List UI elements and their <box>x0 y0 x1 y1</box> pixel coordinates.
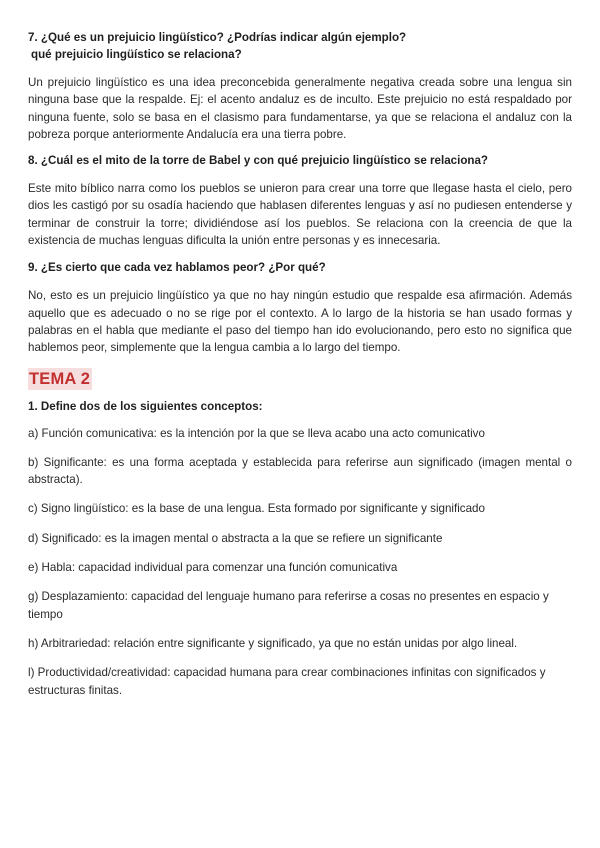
question-9-answer: No, esto es un prejuicio lingüístico ya que no hay ningún estudio que respalde esa afirmación. Además aquello que es adecuado o no se rige por el contexto. A lo largo de la historia se han usado formas y palabras en el habla que mediante el paso del tiempo han ido evolucionando, pero esto no significa que hablemos peor, simplemente que la lengua cambia a lo largo del tiempo. <box>28 289 572 355</box>
definition-item: h) Arbitrariedad: relación entre significante y significado, ya que no están unidas por algo lineal. <box>28 636 518 650</box>
question-7-title-line2: qué prejuicio lingüístico se relaciona? <box>31 48 242 61</box>
definition-item: a) Función comunicativa: es la intención por la que se lleva acabo una acto comunicativo <box>28 426 485 440</box>
question-7-answer: Un prejuicio lingüístico es una idea preconcebida generalmente negativa creada sobre una lengua sin ninguna base que la respalde. Ej: el acento andaluz es de inculto. Este prejuicio no está respaldado por ninguna fuente, solo se basa en el clasismo para fundamentarse, ya que se relaciona el andaluz con la pobreza porque anteriormente Andalucía era una tierra pobre. <box>28 76 572 141</box>
definition-item: l) Productividad/creatividad: capacidad humana para crear combinaciones infinitas con significados y estructuras finitas. <box>28 666 546 697</box>
definition-item: e) Habla: capacidad individual para comenzar una función comunicativa <box>28 561 398 575</box>
section-heading-wrapper <box>28 357 572 390</box>
section-heading: TEMA 2 <box>29 369 91 388</box>
definition-item: c) Signo lingüístico: es la base de una lengua. Esta formado por significante y significado <box>28 502 485 516</box>
question-7-title-line1: 7. ¿Qué es un prejuicio lingüístico? ¿Podrías indicar algún ejemplo? <box>28 31 407 44</box>
question-8-answer: Este mito bíblico narra como los pueblos se unieron para crear una torre que llegase hasta el cielo, pero dios les castigó por su osadía haciendo que hablasen diferentes lenguas y así no pudiesen entenderse y terminar de construir la torre; dividiéndose así los pueblos. Se relaciona con la creencia de que la existencia de muchas lenguas dificulta la unión entre personas y es innecesaria. <box>28 182 572 248</box>
definition-item: d) Significado: es la imagen mental o abstracta a la que se refiere un significante <box>28 531 443 545</box>
question-7-title <box>28 29 572 63</box>
question-8-title: 8. ¿Cuál es el mito de la torre de Babel y con qué prejuicio lingüístico se relaciona? <box>28 154 489 168</box>
define-question-title: 1. Define dos de los siguientes conceptos: <box>28 399 263 413</box>
definition-item: g) Desplazamiento: capacidad del lenguaje humano para referirse a cosas no presentes en espacio y tiempo <box>28 590 549 621</box>
definition-item: b) Significante: es una forma aceptada y establecida para referirse aun significado (imagen mental o abstracta). <box>28 455 572 487</box>
question-9-title: 9. ¿Es cierto que cada vez hablamos peor? ¿Por qué? <box>28 261 326 275</box>
definition-list <box>28 425 572 699</box>
